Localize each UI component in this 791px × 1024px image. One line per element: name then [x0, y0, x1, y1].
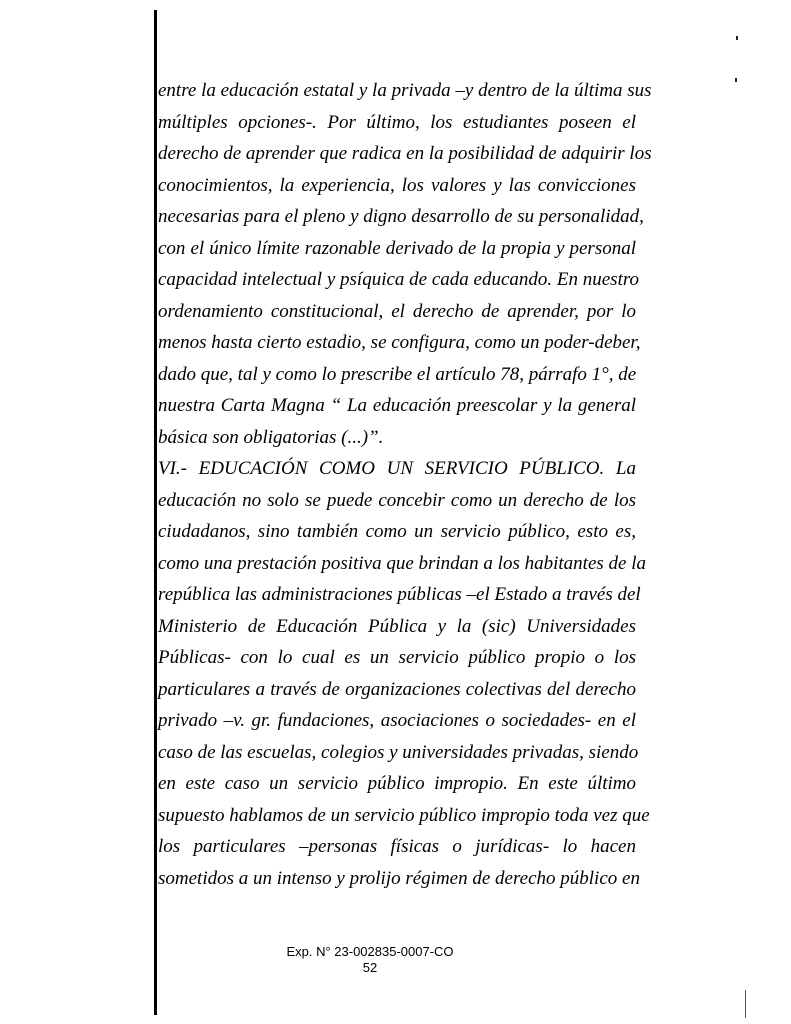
text-line: menos hasta cierto estadio, se configura, como un poder-deber,	[158, 332, 641, 353]
text-line: ordenamiento constitucional, el derecho de aprender, por lo	[158, 300, 636, 322]
text-line: supuesto hablamos de un servicio público impropio toda vez que	[158, 804, 650, 826]
text-line: capacidad intelectual y psíquica de cada educando. En nuestro	[158, 269, 640, 290]
body-text	[158, 75, 652, 894]
text-line: dado que, tal y como lo prescribe el artículo 78, párrafo 1°, de	[158, 363, 637, 385]
text-line: entre la educación estatal y la privada –y dentro de la última sus	[158, 80, 652, 101]
text-line: como una prestación positiva que brindan a los habitantes de la	[158, 552, 646, 574]
text-line: república las administraciones públicas –el Estado a través del	[158, 584, 641, 605]
text-line: derecho de aprender que radica en la posibilidad de adquirir los	[158, 143, 652, 164]
text-line: Públicas- con lo cual es un servicio público propio o los	[158, 647, 636, 668]
right-margin-mark	[745, 990, 746, 1018]
text-line: sometidos a un intenso y prolijo régimen de derecho público en	[158, 867, 640, 889]
text-line: necesarias para el pleno y digno desarrollo de su personalidad,	[158, 206, 644, 227]
text-line: Ministerio de Educación Pública y la (sic) Universidades	[158, 615, 636, 637]
text-line: VI.- EDUCACIÓN COMO UN SERVICIO PÚBLICO. La	[158, 458, 636, 479]
text-line: educación no solo se puede concebir como un derecho de los	[158, 489, 636, 511]
page-number: 52	[362, 960, 378, 975]
text-line: múltiples opciones-. Por último, los estudiantes poseen el	[158, 111, 636, 133]
text-line: caso de las escuelas, colegios y universidades privadas, siendo	[158, 741, 639, 763]
left-margin-rule	[154, 10, 157, 1015]
text-line: con el único límite razonable derivado de la propia y personal	[158, 237, 636, 259]
text-line: los particulares –personas físicas o jurídicas- lo hacen	[158, 836, 636, 857]
text-line: en este caso un servicio público impropio. En este último	[158, 773, 636, 794]
page-footer	[240, 944, 500, 976]
text-line: nuestra Carta Magna “ La educación preescolar y la general	[158, 395, 636, 416]
case-number: Exp. N° 23-002835-0007-CO	[286, 944, 454, 959]
text-line: básica son obligatorias (...)”.	[158, 426, 384, 448]
text-line: conocimientos, la experiencia, los valores y las convicciones	[158, 174, 636, 196]
text-line: privado –v. gr. fundaciones, asociaciones o sociedades- en el	[158, 710, 636, 731]
scan-speck	[736, 36, 738, 40]
text-line: particulares a través de organizaciones colectivas del derecho	[158, 678, 636, 700]
scan-speck	[735, 78, 737, 82]
text-line: ciudadanos, sino también como un servicio público, esto es,	[158, 521, 636, 542]
